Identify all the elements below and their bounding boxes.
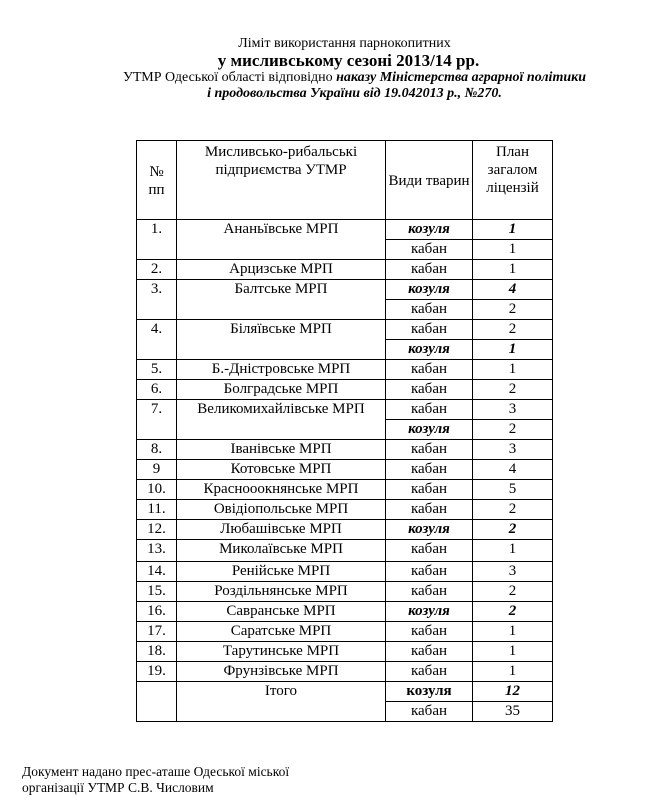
plan-licenses: 2 — [473, 520, 553, 540]
species: кабан — [386, 320, 473, 340]
row-number: 10. — [137, 480, 177, 500]
species: кабан — [386, 260, 473, 280]
species: кабан — [386, 662, 473, 682]
title-plain: УТМР Одеської області відповідно — [122, 70, 337, 85]
plan-licenses: 1 — [473, 240, 553, 260]
plan-licenses: 3 — [473, 400, 553, 420]
species: козуля — [386, 220, 473, 240]
row-number: 12. — [137, 520, 177, 540]
enterprise-name: Саратське МРП — [177, 622, 386, 642]
table-row — [137, 500, 553, 520]
table-row — [137, 460, 553, 480]
enterprise-name: Миколаївське МРП — [177, 540, 386, 562]
row-number: 19. — [137, 662, 177, 682]
table-row — [137, 360, 553, 380]
enterprise-name: Тарутинське МРП — [177, 642, 386, 662]
table-row — [137, 220, 553, 240]
enterprise-name: Балтське МРП — [177, 280, 386, 320]
species: кабан — [386, 240, 473, 260]
species: кабан — [386, 480, 473, 500]
species: козуля — [386, 280, 473, 300]
enterprise-name: Болградське МРП — [177, 380, 386, 400]
table-row — [137, 260, 553, 280]
plan-licenses: 2 — [473, 500, 553, 520]
table-row — [137, 400, 553, 420]
table-row — [137, 380, 553, 400]
table-row — [137, 622, 553, 642]
row-number: 7. — [137, 400, 177, 440]
enterprise-name: Ренійське МРП — [177, 562, 386, 582]
row-number: 16. — [137, 602, 177, 622]
plan-licenses: 3 — [473, 562, 553, 582]
enterprise-name: Роздільнянське МРП — [177, 582, 386, 602]
plan-licenses: 1 — [473, 260, 553, 280]
plan-licenses: 1 — [473, 622, 553, 642]
row-number: 8. — [137, 440, 177, 460]
doc-title-line1: Ліміт використання парнокопитних — [238, 36, 451, 51]
species: козуля — [386, 420, 473, 440]
enterprise-name: Біляївське МРП — [177, 320, 386, 360]
col-header-number: № пп — [137, 141, 177, 220]
col-header-enterprise: Мисливсько-рибальські підприємства УТМР — [177, 141, 386, 220]
species: козуля — [386, 520, 473, 540]
footer-line2: організації УТМР С.В. Числовим — [22, 780, 214, 795]
plan-licenses: 2 — [473, 320, 553, 340]
plan-licenses: 3 — [473, 440, 553, 460]
plan-licenses: 2 — [473, 380, 553, 400]
row-number: 11. — [137, 500, 177, 520]
enterprise-name: Б.-Дністровське МРП — [177, 360, 386, 380]
species: кабан — [386, 500, 473, 520]
plan-licenses: 1 — [473, 662, 553, 682]
species: кабан — [386, 702, 473, 722]
species: кабан — [386, 440, 473, 460]
table-row — [137, 540, 553, 562]
row-number: 1. — [137, 220, 177, 260]
plan-licenses: 1 — [473, 360, 553, 380]
row-number: 3. — [137, 280, 177, 320]
plan-licenses: 2 — [473, 602, 553, 622]
plan-licenses: 2 — [473, 420, 553, 440]
col-header-plan: План загалом ліцензій — [473, 141, 553, 220]
row-number: 4. — [137, 320, 177, 360]
enterprise-name: Фрунзівське МРП — [177, 662, 386, 682]
row-number: 9 — [137, 460, 177, 480]
species: кабан — [386, 562, 473, 582]
table-row — [137, 320, 553, 340]
row-number: 17. — [137, 622, 177, 642]
species: кабан — [386, 400, 473, 420]
table-row — [137, 582, 553, 602]
doc-title-line2: у мисливському сезоні 2013/14 рр. — [217, 51, 480, 70]
total-row — [137, 682, 553, 702]
species: кабан — [386, 460, 473, 480]
enterprise-name: Любашівське МРП — [177, 520, 386, 540]
table-header-row — [137, 141, 553, 220]
species: кабан — [386, 360, 473, 380]
table-row — [137, 562, 553, 582]
plan-licenses: 5 — [473, 480, 553, 500]
table-row — [137, 440, 553, 460]
plan-licenses: 1 — [473, 220, 553, 240]
species: кабан — [386, 380, 473, 400]
enterprise-name: Краснооокнянське МРП — [177, 480, 386, 500]
plan-licenses: 1 — [473, 340, 553, 360]
footer-note — [22, 764, 289, 796]
table-row — [137, 280, 553, 300]
enterprise-name: Котовське МРП — [177, 460, 386, 480]
species: кабан — [386, 300, 473, 320]
enterprise-name: Савранське МРП — [177, 602, 386, 622]
enterprise-name: Арцизське МРП — [177, 260, 386, 280]
table-row — [137, 480, 553, 500]
table-row — [137, 642, 553, 662]
row-number: 14. — [137, 562, 177, 582]
title-emph: наказу Міністерства аграрної політики — [336, 70, 587, 85]
species: козуля — [386, 602, 473, 622]
enterprise-name: Ананьївське МРП — [177, 220, 386, 260]
enterprise-name: Овідіопольське МРП — [177, 500, 386, 520]
doc-title-line3 — [20, 70, 669, 86]
footer-line1: Документ надано прес-аташе Одеської міської — [22, 764, 290, 779]
species: козуля — [386, 682, 473, 702]
table-row — [137, 662, 553, 682]
plan-licenses: 2 — [473, 300, 553, 320]
plan-licenses: 4 — [473, 460, 553, 480]
species: козуля — [386, 340, 473, 360]
doc-title-line4: і продовольства України від 19.042013 р., №270. — [207, 86, 502, 101]
enterprise-name: Іванівське МРП — [177, 440, 386, 460]
row-number: 15. — [137, 582, 177, 602]
plan-licenses: 1 — [473, 642, 553, 662]
plan-licenses: 2 — [473, 582, 553, 602]
row-number: 2. — [137, 260, 177, 280]
species: кабан — [386, 582, 473, 602]
plan-licenses: 1 — [473, 540, 553, 562]
plan-licenses: 4 — [473, 280, 553, 300]
row-number: 18. — [137, 642, 177, 662]
table-row — [137, 520, 553, 540]
species: кабан — [386, 642, 473, 662]
row-number: 13. — [137, 540, 177, 562]
table-row — [137, 602, 553, 622]
col-header-species: Види тварин — [386, 141, 473, 220]
species: кабан — [386, 540, 473, 562]
species: кабан — [386, 622, 473, 642]
row-number: 6. — [137, 380, 177, 400]
plan-licenses: 12 — [473, 682, 553, 702]
limits-table — [136, 140, 553, 722]
plan-licenses: 35 — [473, 702, 553, 722]
enterprise-name: Великомихайлівське МРП — [177, 400, 386, 440]
row-number: 5. — [137, 360, 177, 380]
total-label: Ітого — [177, 682, 386, 722]
row-number — [137, 682, 177, 722]
